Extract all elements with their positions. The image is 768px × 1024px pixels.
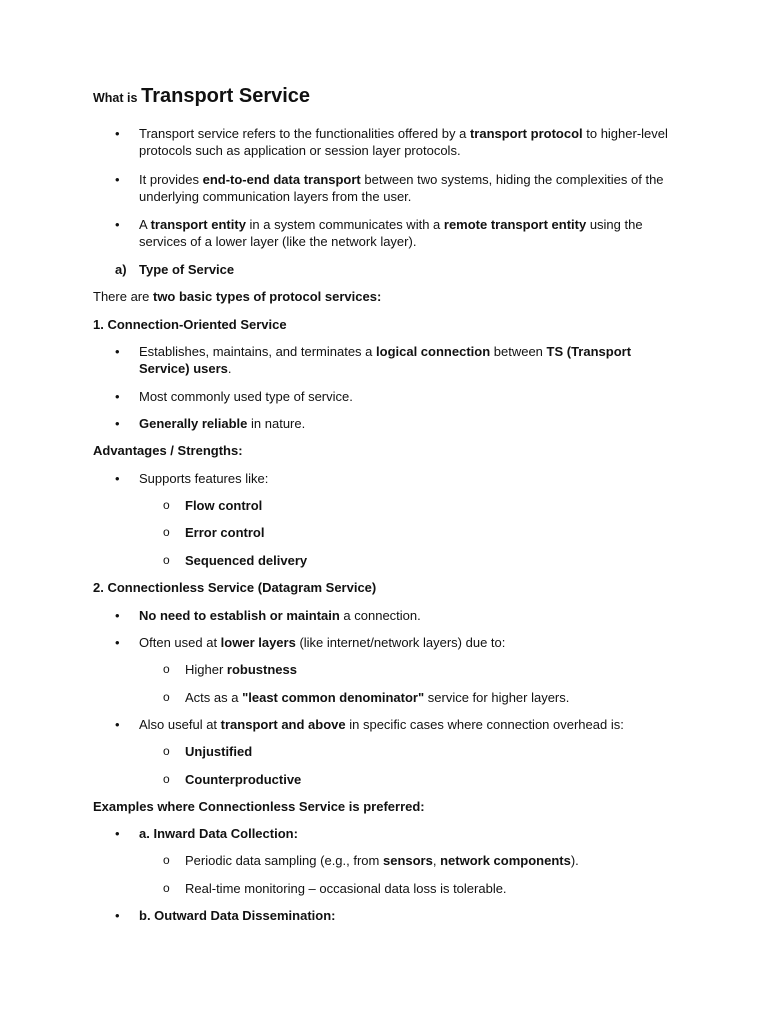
bullet-marker: • [115,635,120,650]
examples-heading: Examples where Connectionless Service is preferred: [93,799,425,814]
list-item: • No need to establish or maintain a connection. [115,608,421,623]
connectionless-heading: 2. Connectionless Service (Datagram Service) [93,580,377,595]
sub-marker: o [163,498,170,512]
list-item: • Often used at lower layers (like internet/network layers) due to: [115,635,506,650]
bullet-marker: • [115,717,120,732]
list-item: • Generally reliable in nature. [115,416,306,431]
bullet-marker: • [115,908,120,923]
bullet-marker: • [115,471,120,486]
sub-list-item: o Counterproductive [163,772,302,787]
page-title [93,85,311,107]
basic-types-paragraph: There are two basic types of protocol services: [93,289,382,304]
list-item: • a. Inward Data Collection: [115,826,298,841]
sub-list-item: o Sequenced delivery [163,553,308,568]
list-item: • Also useful at transport and above in specific cases where connection overhead is: [115,717,624,732]
sub-marker: o [163,744,170,758]
bullet-marker: • [115,172,120,187]
sub-list-item: o Periodic data sampling (e.g., from sensors, network components). [163,853,579,868]
list-item: • It provides end-to-end data transport between two systems, hiding the complexities of the underlying communication layers from the user. [115,172,664,204]
bullet-marker: • [115,389,120,404]
sub-list-item: o Flow control [163,498,263,513]
list-item: • Establishes, maintains, and terminates a logical connection between TS (Transport Service) users. [115,344,632,376]
title-prefix: What is [93,91,138,105]
bullet-marker: • [115,608,120,623]
sub-list-item: o Acts as a "least common denominator" service for higher layers. [163,690,570,705]
connection-oriented-heading: 1. Connection-Oriented Service [93,317,287,332]
list-item: • Transport service refers to the functionalities offered by a transport protocol to higher-level protocols such as application or session layer protocols. [115,126,668,158]
list-item: • A transport entity in a system communicates with a remote transport entity using the services of a lower layer (like the network layer). [115,217,643,249]
sub-marker: o [163,662,170,676]
bullet-marker: • [115,344,120,359]
sub-list-item: o Real-time monitoring – occasional data loss is tolerable. [163,881,507,896]
sub-marker: o [163,525,170,539]
sub-marker: o [163,853,170,867]
sub-list-item: o Higher robustness [163,662,297,677]
list-item: • Supports features like: [115,471,269,486]
sub-list-item: o Unjustified [163,744,253,759]
list-item: • b. Outward Data Dissemination: [115,908,336,923]
bullet-marker: • [115,126,120,141]
sub-marker: o [163,690,170,704]
sub-marker: o [163,772,170,786]
sub-marker: o [163,881,170,895]
bullet-marker: • [115,826,120,841]
alpha-marker: a) [115,262,127,277]
sub-list-item: o Error control [163,525,265,540]
type-of-service-heading: a) Type of Service [115,262,235,277]
sub-marker: o [163,553,170,567]
bullet-marker: • [115,416,120,431]
list-item: • Most commonly used type of service. [115,389,353,404]
bullet-marker: • [115,217,120,232]
advantages-heading: Advantages / Strengths: [93,443,243,458]
title-main: Transport Service [141,85,311,107]
